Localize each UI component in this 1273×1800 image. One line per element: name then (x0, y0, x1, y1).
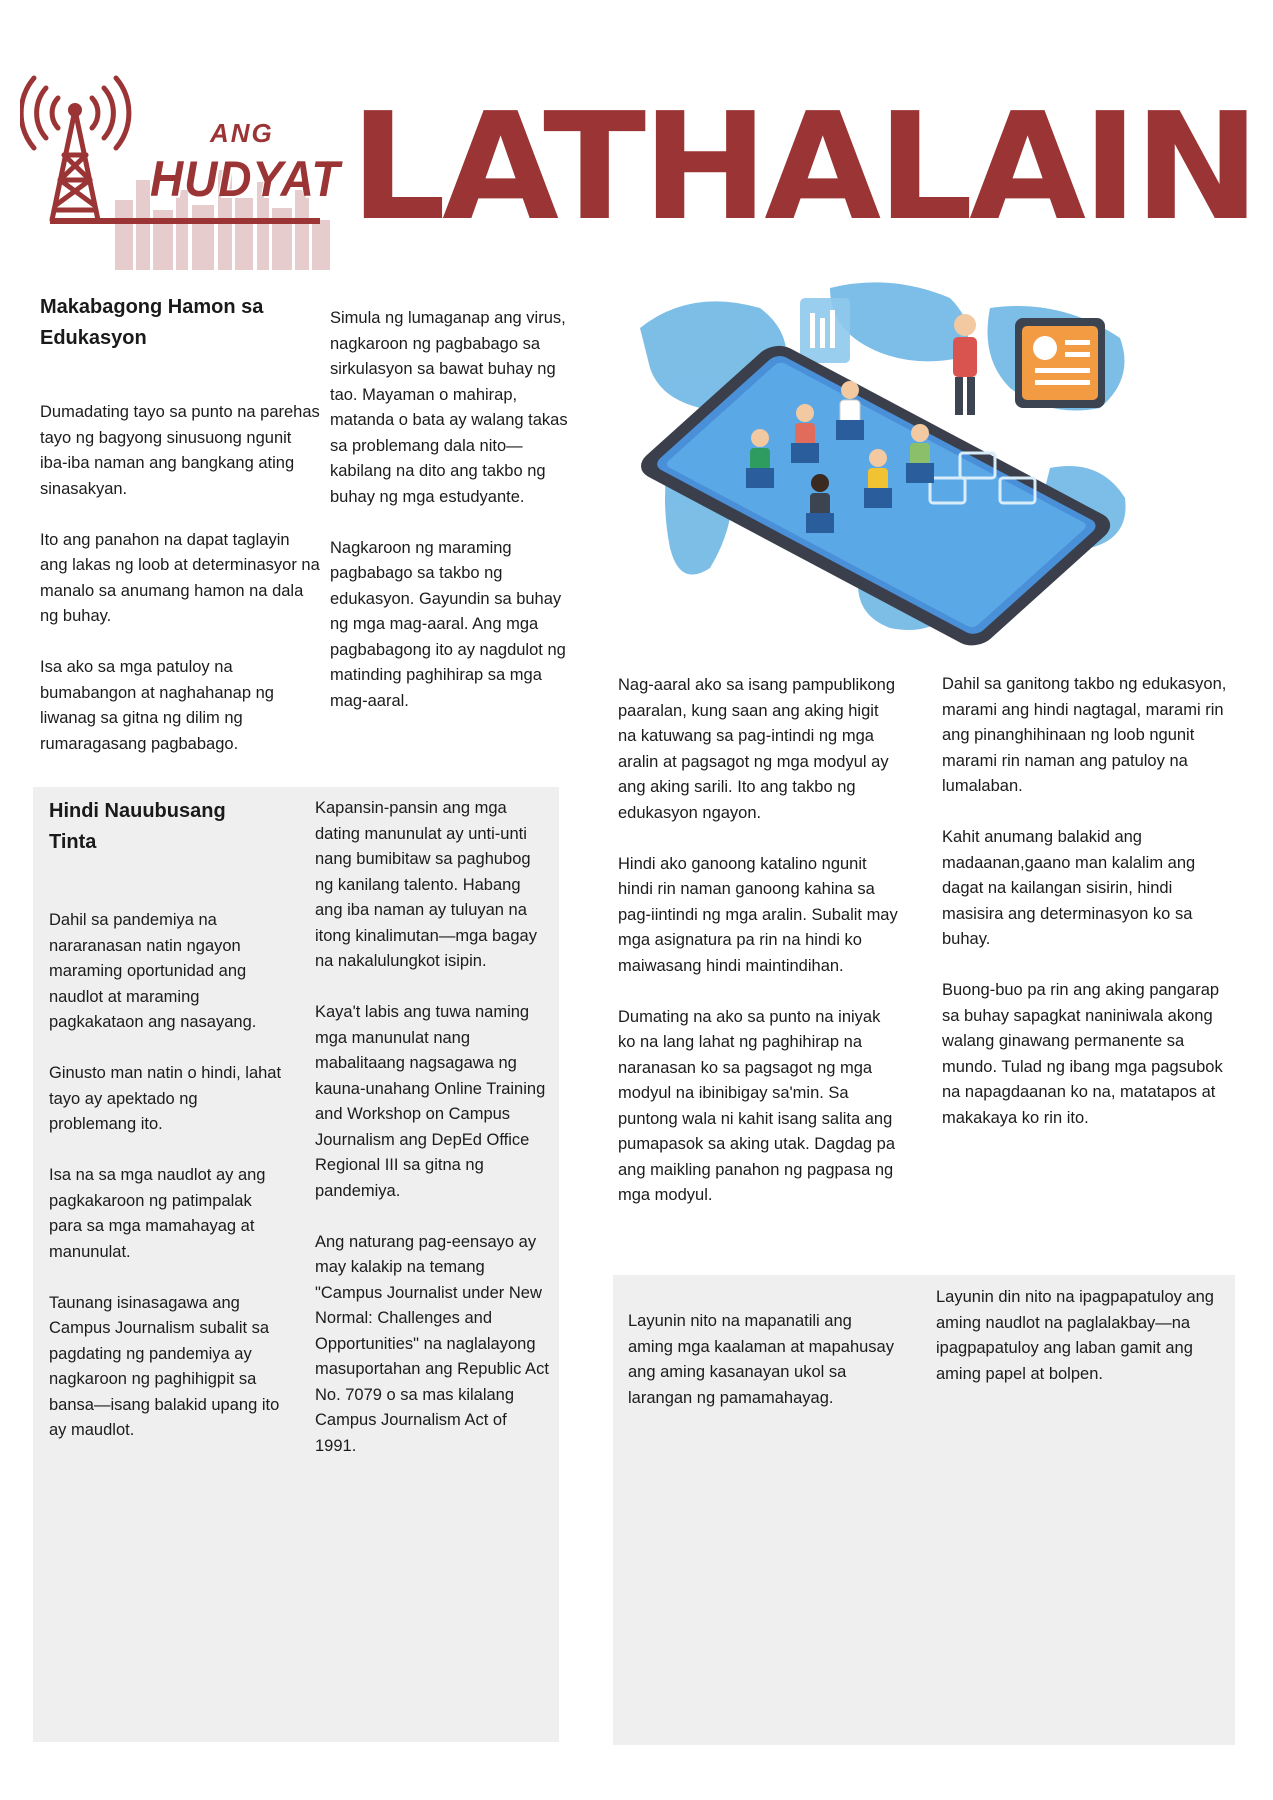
paragraph: Nagkaroon ng maraming pagbabago sa takbo ng edukasyon. Gayundin sa buhay ng mga mag-aaral. Ang mga pagbabagong ito ay nagdulot ng matinding paghihirap sa mga mag-aaral. (330, 538, 566, 710)
paragraph: Hindi ako ganoong katalino ngunit hindi rin naman ganoong kahina sa pag-iintindi ng mga aralin. Subalit may mga asignatura pa rin na hindi ko maiwasang hindi maintindihan. (618, 854, 898, 975)
paragraph: Dumadating tayo sa punto na parehas tayo ng bagyong sinusuong ngunit iba-iba naman ang bangkang ating sinasakyan. (40, 403, 320, 498)
paragraph: Kahit anumang balakid ang madaanan,gaano man kalalim ang dagat na kailangan sisirin, hindi masisira ang determinasyon ko sa buhay. (942, 828, 1196, 948)
paragraph: Kapansin-pansin ang mga dating manunulat ay unti-unti nang bumibitaw sa paghubog ng kanilang talento. Habang ang iba naman ay tuluyan na itong kinalimutan—mga bagay na nakalulungkot isipin. (315, 799, 537, 970)
paragraph: Buong-buo pa rin ang aking pangarap sa buhay sapagkat naniniwala akong walang ginawang permanente sa mundo. Tulad ng ibang mga pagsubok na napagdaanan ko na, matatapos at makakaya ko rin ito. (942, 981, 1223, 1127)
article-column (49, 908, 289, 1469)
paragraph: Ito ang panahon na dapat taglayin ang lakas ng loob at determinasyor na manalo sa anumang hamon na dala ng buhay. (40, 530, 320, 625)
paragraph: Isa ako sa mga patuloy na bumabangon at naghahanap ng liwanag sa gitna ng dilim ng rumaragasang pagbabago. (40, 658, 274, 753)
article-column (628, 1309, 898, 1437)
article-title: Hindi Nauubusang Tinta (49, 800, 226, 853)
article-column (40, 400, 320, 783)
paragraph: Dahil sa ganitong takbo ng edukasyon, marami ang hindi nagtagal, marami rin ang pinanghihinaan ng loob ngunit marami rin naman ang patuloy na lumalaban. (942, 675, 1227, 795)
article-column (618, 673, 898, 1234)
paragraph: Ginusto man natin o hindi, lahat tayo ay apektado ng problemang ito. (49, 1064, 282, 1133)
paragraph: Isa na sa mga naudlot ay ang pagkakaroon ng patimpalak para sa mga mamahayag at manunulat. (49, 1166, 266, 1261)
online-class-illustration (630, 268, 1140, 653)
paragraph: Kaya't labis ang tuwa naming mga manunulat nang mabalitaang nagsagawa ng kauna-unahang Online Training and Workshop on Campus Journalism ang DepEd Office Regional III sa gitna ng pandemiya. (315, 1003, 546, 1200)
article-column (315, 796, 550, 1485)
article-column (942, 672, 1227, 1157)
page-title: LATHALAIN (350, 81, 1257, 253)
paragraph: Layunin din nito na ipagpapatuloy ang aming naudlot na paglalakbay—na ipagpapatuloy ang laban gamit ang aming papel at bolpen. (936, 1288, 1214, 1383)
paragraph: Simula ng lumaganap ang virus, nagkaroon ng pagbabago sa sirkulasyon sa bawat buhay ng tao. Mayaman o mahirap, matanda o bata ay walang takas sa problemang dala nito—kabilang na dito ang takbo ng buhay ng mga estudyante. (330, 309, 568, 506)
article-column (330, 306, 570, 740)
paragraph: Nag-aaral ako sa isang pampublikong paaralan, kung saan ang aking higit na katuwang sa pag-intindi ng mga aralin at pagsagot ng mga modyul ay ang aking sarili. Ito ang takbo ng edukasyon ngayon. (618, 676, 896, 822)
paragraph: Dumating na ako sa punto na iniyak ko na lang lahat ng paghihirap na naranasan ko sa pagsagot ng mga modyul na ibinibigay sa'min. Sa puntong wala ni kahit isang salita ang pumapasok sa aking utak. Dagdag pa ang maikling panahon ng pagpasa ng mga modyul. (618, 1007, 896, 1204)
paragraph: Layunin nito na mapanatili ang aming mga kaalaman at mapahusay ang aming kasanayan ukol sa larangan ng pamamahayag. (628, 1312, 894, 1407)
article-column (936, 1285, 1226, 1413)
article-title: Makabagong Hamon sa Edukasyon (40, 296, 264, 349)
paragraph: Taunang isinasagawa ang Campus Journalism subalit sa pagdating ng pandemiya ay nagkaroon ng paghihigpit sa bansa—isang balakid upang ito ay maudlot. (49, 1293, 280, 1439)
illustration (630, 268, 1140, 653)
paragraph: Ang naturang pag-eensayo ay may kalakip na temang "Campus Journalist under New Normal: Challenges and Opportunities" na naglalayong masuportahan ang Republic Act No. 7079 o sa mas kilalang Campus Journalism Act of 1991. (315, 1232, 549, 1455)
paragraph: Dahil sa pandemiya na nararanasan natin ngayon maraming oportunidad ang naudlot at maraming pagkakataon ang nasayang. (49, 911, 257, 1031)
logo (20, 70, 350, 280)
logo-small-text: ANG (210, 118, 274, 148)
logo-big-text: HUDYAT (150, 151, 341, 207)
